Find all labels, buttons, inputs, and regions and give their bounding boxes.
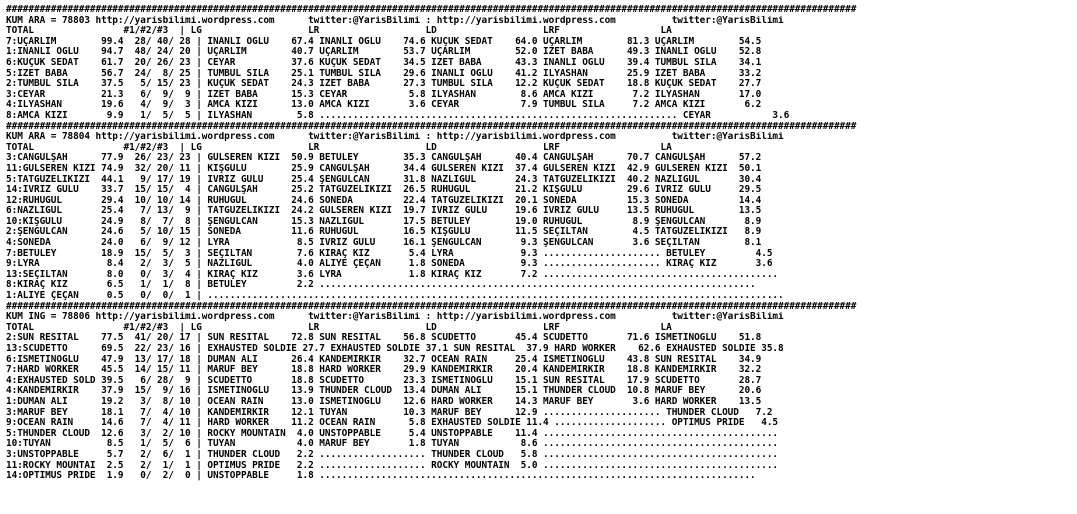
text-line: TOTAL #1/#2/#3 | LG LR LD LRF LA (6, 142, 672, 153)
text-line: 14:İVRİZ GÜLÜ 33.7 15/ 15/ 4 | CANGÜLŞAH 25.2 TATGÜZELİKIZI 26.5 RUHUGÜL 21.2 KIŞGÜLÜ 29.6 İVRİZ GÜLÜ 29.5 (6, 185, 762, 196)
text-line: 5:TATGÜZELİKIZI 44.1 9/ 17/ 19 | İVRİZ GÜLÜ 25.4 ŞENGÜLCAN 31.8 NAZLIGÜL 24.3 TATGÜZELİKIZI 40.2 NAZLIGÜL 30.4 (6, 174, 762, 185)
text-line: 3:CANGÜLŞAH 77.9 26/ 23/ 23 | GÜLSEREN KIZI 50.9 BETÜLEY 35.3 CANGÜLŞAH 40.4 CANGÜLŞAH 70.7 CANGÜLŞAH 57.2 (6, 153, 762, 164)
text-line: 4:KANDEMİRKIR 37.9 15/ 9/ 16 | İSMETİNOĞLU 13.9 THUNDER CLOUD 13.4 DUMAN ALİ 15.1 THUNDER CLOUD 10.8 MARUF BEY 20.6 (6, 386, 762, 397)
text-line: ######################################################################################################################################################## (6, 301, 857, 312)
text-line: 13:SCUDETTO 69.5 22/ 23/ 16 | EXHAUSTED SOLDIE 27.7 EXHAUSTED SOLDIE 37.1 SUN RESITAL 37.9 HARD WORKER 62.6 EXHAUSTED SOLDIE 35.8 (6, 344, 784, 354)
text-line: 7:HARD WORKER 45.5 14/ 15/ 11 | MARUF BEY 18.8 HARD WORKER 29.9 KANDEMİRKIR 20.4 KANDEMİRKIR 18.8 KANDEMİRKIR 32.2 (6, 365, 762, 376)
text-line: 3:UNSTOPPABLE 5.7 2/ 6/ 1 | THUNDER CLOUD 2.2 ................... THUNDER CLOUD 5.8 .......................................... (6, 449, 779, 460)
text-line: 4:EXHAUSTED SOLD 39.5 6/ 28/ 9 | SCUDETTO 18.8 SCUDETTO 23.3 İSMETİNOĞLU 15.1 SUN RESITAL 17.9 SCUDETTO 28.7 (6, 375, 762, 386)
text-line: 11:GÜLSEREN KIZI 74.9 32/ 20/ 11 | KIŞGÜLÜ 25.9 CANGÜLŞAH 34.4 GÜLSEREN KIZI 37.4 GÜLSEREN KIZI 42.9 GÜLSEREN KIZI 50.1 (6, 163, 762, 174)
text-line: 4:SONEDA 24.0 6/ 9/ 12 | LYRA 8.5 İVRİZ GÜLÜ 16.1 ŞENGÜLCAN 9.3 ŞENGÜLCAN 3.6 SEÇİLTAN 8.1 (6, 238, 762, 249)
text-line: 9:OCEAN RAIN 14.6 7/ 4/ 11 | HARD WORKER 11.2 OCEAN RAIN 5.8 EXHAUSTED SOLDIE 11.4 .................... OPTIMUS PRIDE 4.5 (6, 418, 779, 429)
text-line: 2:SUN RESITAL 77.5 41/ 20/ 17 | SUN RESITAL 72.8 SUN RESITAL 56.8 SCUDETTO 45.4 SCUDETTO 71.6 İSMETİNOĞLU 51.8 (6, 333, 762, 344)
text-line: 7:BETÜLEY 18.9 15/ 5/ 3 | SEÇİLTAN 7.6 KIRAÇ KIZ 5.4 LYRA 9.3 ..................... BETÜLEY 4.5 (6, 248, 773, 259)
text-line: 5:THUNDER CLOUD 12.6 3/ 2/ 10 | ROCKY MOUNTAIN 4.0 UNSTOPPABLE 5.4 UNSTOPPABLE 11.4 .......................................... (6, 428, 779, 439)
text-line: 2:ŞENGÜLCAN 24.6 5/ 10/ 15 | SONEDA 11.6 RUHUGÜL 16.5 KIŞGÜLÜ 11.5 SEÇİLTAN 4.5 TATGÜZELİKIZI 8.9 (6, 227, 762, 238)
text-line: 1:İNANLI OĞLU 94.7 48/ 24/ 20 | UÇARLIM 40.7 UÇARLIM 53.7 UÇARLIM 52.0 İZET BABA 49.3 İNANLI OĞLU 52.8 (6, 47, 762, 58)
text-line: TOTAL #1/#2/#3 | LG LR LD LRF LA (6, 322, 672, 333)
text-line: 1:DUMAN ALİ 19.2 3/ 8/ 10 | OCEAN RAIN 13.0 İSMETİNOĞLU 12.6 HARD WORKER 14.3 MARUF BEY 3.6 HARD WORKER 13.5 (6, 396, 762, 407)
text-line: 10:TUYAN 8.5 1/ 5/ 6 | TUYAN 4.0 MARUF BEY 1.8 TUYAN 8.6 .......................................... (6, 439, 779, 450)
text-line: 5:İZET BABA 56.7 24/ 8/ 25 | TUMBUL SILA 25.1 TUMBUL SILA 29.6 İNANLI OĞLU 41.2 İLYASHAN 25.9 İZET BABA 33.2 (6, 68, 762, 79)
text-line: 6:NAZLIGÜL 25.4 7/ 13/ 9 | TATGÜZELİKIZI 24.2 GÜLSEREN KIZI 19.7 İVRİZ GÜLÜ 19.6 İVRİZ GÜLÜ 13.5 RUHUGÜL 13.5 (6, 206, 762, 217)
text-line: ######################################################################################################################################################## (6, 5, 857, 15)
text-line: ######################################################################################################################################################## (6, 121, 857, 132)
text-line: 3:MARUF BEY 18.1 7/ 4/ 10 | KANDEMİRKIR 12.1 TUYAN 10.3 MARUF BEY 12.9 ..................... THUNDER CLOUD 7.2 (6, 407, 773, 418)
text-line: 1:ALİYE ÇEÇAN 0.5 0/ 0/ 1 | ....................................................................................................... (6, 291, 784, 302)
text-line: 14:OPTIMUS PRIDE 1.9 0/ 2/ 0 | UNSTOPPABLE 1.8 .............................................................................. (6, 471, 756, 482)
text-line: 8:KIRAÇ KIZ 6.5 1/ 1/ 8 | BETÜLEY 2.2 .............................................................................. (6, 280, 756, 291)
text-line: KUM ARA = 78803 http://yarisbilimi.wordpress.com twitter:@YarisBilimi : http://yarisbilimi.wordpress.com twitter:@YarisBilimi (6, 15, 784, 26)
text-line: TOTAL #1/#2/#3 | LG LR LD LRF LA (6, 26, 672, 37)
text-line: 12:RUHUGÜL 29.4 10/ 10/ 14 | RUHUGÜL 24.6 SONEDA 22.4 TATGÜZELİKIZI 20.1 SONEDA 15.3 SONEDA 14.4 (6, 195, 762, 206)
text-line: 6:İSMETİNOĞLU 47.9 13/ 17/ 18 | DUMAN ALİ 26.4 KANDEMİRKIR 32.7 OCEAN RAIN 25.4 İSMETİNOĞLU 43.8 SUN RESITAL 34.9 (6, 354, 762, 365)
text-line: 6:KÜÇÜK SEDAT 61.7 20/ 26/ 23 | CEYAR 37.6 KÜÇÜK SEDAT 34.5 İZET BABA 43.3 İNANLI OĞLU 39.4 TUMBUL SILA 34.1 (6, 57, 762, 68)
text-line: 7:UÇARLIM 99.4 28/ 40/ 28 | İNANLI OĞLU 67.4 İNANLI OĞLU 74.6 KÜÇÜK SEDAT 64.0 UÇARLIM 81.3 UÇARLIM 54.5 (6, 36, 762, 47)
text-line: 4:İLYASHAN 19.6 4/ 9/ 3 | AMCA KIZI 13.0 AMCA KIZI 3.6 CEYAR 7.9 TUMBUL SILA 7.2 AMCA KIZI 6.2 (6, 100, 762, 111)
text-line: 8:AMCA KIZI 9.9 1/ 5/ 5 | İLYASHAN 5.8 ................................................................ CEYAR 3.6 (6, 110, 790, 121)
text-line: 13:SEÇİLTAN 8.0 0/ 3/ 4 | KIRAÇ KIZ 3.6 LYRA 1.8 KIRAÇ KIZ 7.2 .......................................... (6, 269, 779, 280)
text-line: KUM ARA = 78804 http://yarisbilimi.wordpress.com twitter:@YarisBilimi : http://yarisbilimi.wordpress.com twitter:@YarisBilimi (6, 132, 784, 143)
text-line: KUM İNG = 78806 http://yarisbilimi.wordpress.com twitter:@YarisBilimi : http://yarisbilimi.wordpress.com twitter:@YarisBilimi (6, 312, 784, 323)
text-line: 2:TUMBUL SILA 37.5 5/ 15/ 23 | KÜÇÜK SEDAT 24.3 İZET BABA 27.3 TUMBUL SILA 12.2 KÜÇÜK SEDAT 18.8 KÜÇÜK SEDAT 27.7 (6, 79, 762, 90)
text-line: 10:KIŞGÜLÜ 24.9 8/ 7/ 8 | ŞENGÜLCAN 15.3 NAZLIGÜL 17.5 BETÜLEY 19.0 RUHUGÜL 8.9 ŞENGÜLCAN 8.9 (6, 216, 762, 227)
text-line: 3:CEYAR 21.3 6/ 9/ 9 | İZET BABA 15.3 CEYAR 5.8 İLYASHAN 8.6 AMCA KIZI 7.2 İLYASHAN 17.0 (6, 89, 762, 100)
text-line: 9:LYRA 8.4 2/ 3/ 5 | NAZLIGÜL 4.0 ALİYE ÇEÇAN 1.8 SONEDA 9.3 ..................... KIRAÇ KIZ 3.6 (6, 259, 773, 270)
text-line: 11:ROCKY MOUNTAI 2.5 2/ 1/ 1 | OPTIMUS PRIDE 2.2 ................... ROCKY MOUNTAIN 5.0 .......................................... (6, 460, 779, 471)
